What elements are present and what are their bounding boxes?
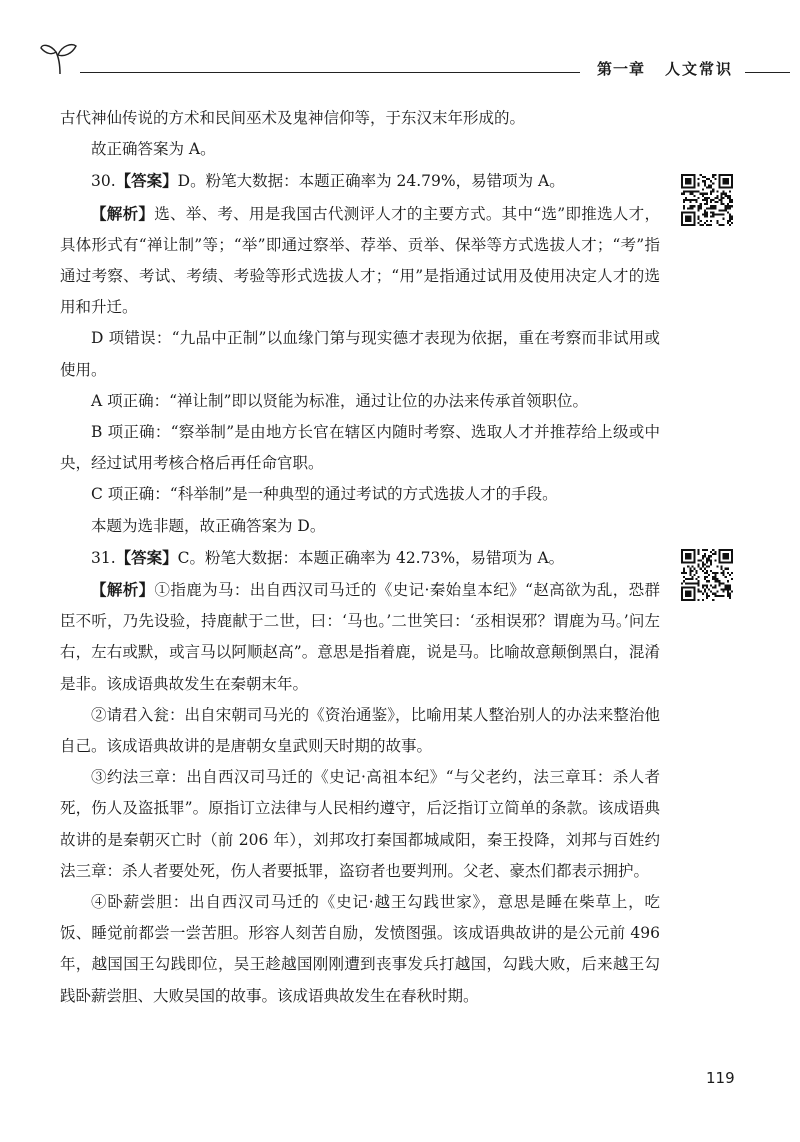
paragraph: 本题为选非题，故正确答案为 D。 bbox=[91, 516, 326, 535]
qr-code-icon[interactable] bbox=[681, 174, 733, 226]
paragraph: A 项正确：“禅让制”即以贤能为标准，通过让位的办法来传承首领职位。 bbox=[91, 391, 588, 410]
paragraph: 古代神仙传说的方术和民间巫术及鬼神信仰等，于东汉末年形成的。 bbox=[60, 109, 526, 127]
analysis-paragraph: 【解析】选、举、考、用是我国古代测评人才的主要方式。其中“选”即推选人才，具体形式有“禅让制”等；“举”即通过察举、荐举、贡举、保举等方式选拔人才；“考”指通过考察、考试、考绩、考验等形式选拔人才；“用”是指通过试用及使用决定人才的选用和升迁。 bbox=[60, 203, 660, 317]
paragraph: ④卧薪尝胆：出自西汉司马迁的《史记·越王勾践世家》，意思是睡在柴草上，吃饭、睡觉前都尝一尝苦胆。形容人刻苦自励，发愤图强。该成语典故讲的是公元前 496 年，越国国王勾践即位，吴王趁越国刚刚遭到丧事发兵打越国，勾践大败，后来越王勾践卧薪尝胆、大败吴国的故事。该成语典故发生在春秋时期。 bbox=[60, 893, 660, 1005]
paragraph: D 项错误：“九品中正制”以血缘门第与现实德才表现为依据，重在考察而非试用或使用。 bbox=[60, 329, 660, 379]
chapter-label: 第一章 bbox=[597, 60, 646, 78]
analysis-tag: 【解析】 bbox=[91, 580, 155, 600]
page-number: 119 bbox=[706, 1069, 735, 1087]
page-header bbox=[0, 0, 800, 90]
header-rule bbox=[80, 72, 580, 73]
question-number: 30. bbox=[91, 172, 116, 191]
answer-tag: 【答案】 bbox=[115, 547, 178, 567]
question-number: 31. bbox=[91, 548, 116, 567]
answer-tag: 【答案】 bbox=[115, 171, 178, 191]
paragraph: 故正确答案为 A。 bbox=[91, 140, 216, 159]
paragraph: B 项正确：“察举制”是由地方长官在辖区内随时考察、选取人才并推荐给上级或中央，经过试用考核合格后再任命官职。 bbox=[60, 423, 660, 473]
answer-line: 30.【答案】D。粉笔大数据：本题正确率为 24.79%，易错项为 A。 bbox=[91, 171, 565, 191]
paragraph: C 项正确：“科举制”是一种典型的通过考试的方式选拔人才的手段。 bbox=[91, 485, 558, 504]
analysis-tag: 【解析】 bbox=[91, 203, 155, 223]
leaf-icon bbox=[40, 40, 82, 76]
page-body bbox=[60, 103, 660, 1012]
qr-code-icon[interactable] bbox=[681, 549, 733, 601]
chapter-title: 人文常识 bbox=[665, 60, 734, 78]
paragraph: ③约法三章：出自西汉司马迁的《史记·高祖本纪》“与父老约，法三章耳：杀人者死，伤人及盗抵罪”。原指订立法律与人民相约遵守，后泛指订立简单的条款。该成语典故讲的是秦朝灭亡时（前 206 年），刘邦攻打秦国都城咸阳，秦王投降，刘邦与百姓约法三章：杀人者要处死，伤人者要抵罪，盗窃者也要判刑。父老、豪杰们都表示拥护。 bbox=[60, 768, 660, 880]
analysis-paragraph: 【解析】①指鹿为马：出自西汉司马迁的《史记·秦始皇本纪》“赵高欲为乱，恐群臣不听，乃先设验，持鹿献于二世，曰：‘马也。’二世笑曰：‘丞相误邪？谓鹿为马。’问左右，左右或默，或言马以阿顺赵高”。意思是指着鹿，说是马。比喻故意颠倒黑白，混淆是非。该成语典故发生在秦朝末年。 bbox=[60, 580, 660, 693]
header-rule-right bbox=[745, 72, 790, 73]
paragraph: ②请君入瓮：出自宋朝司马光的《资治通鉴》，比喻用某人整治别人的办法来整治他自己。该成语典故讲的是唐朝女皇武则天时期的故事。 bbox=[60, 705, 660, 756]
answer-line: 31.【答案】C。粉笔大数据：本题正确率为 42.73%，易错项为 A。 bbox=[91, 547, 565, 567]
